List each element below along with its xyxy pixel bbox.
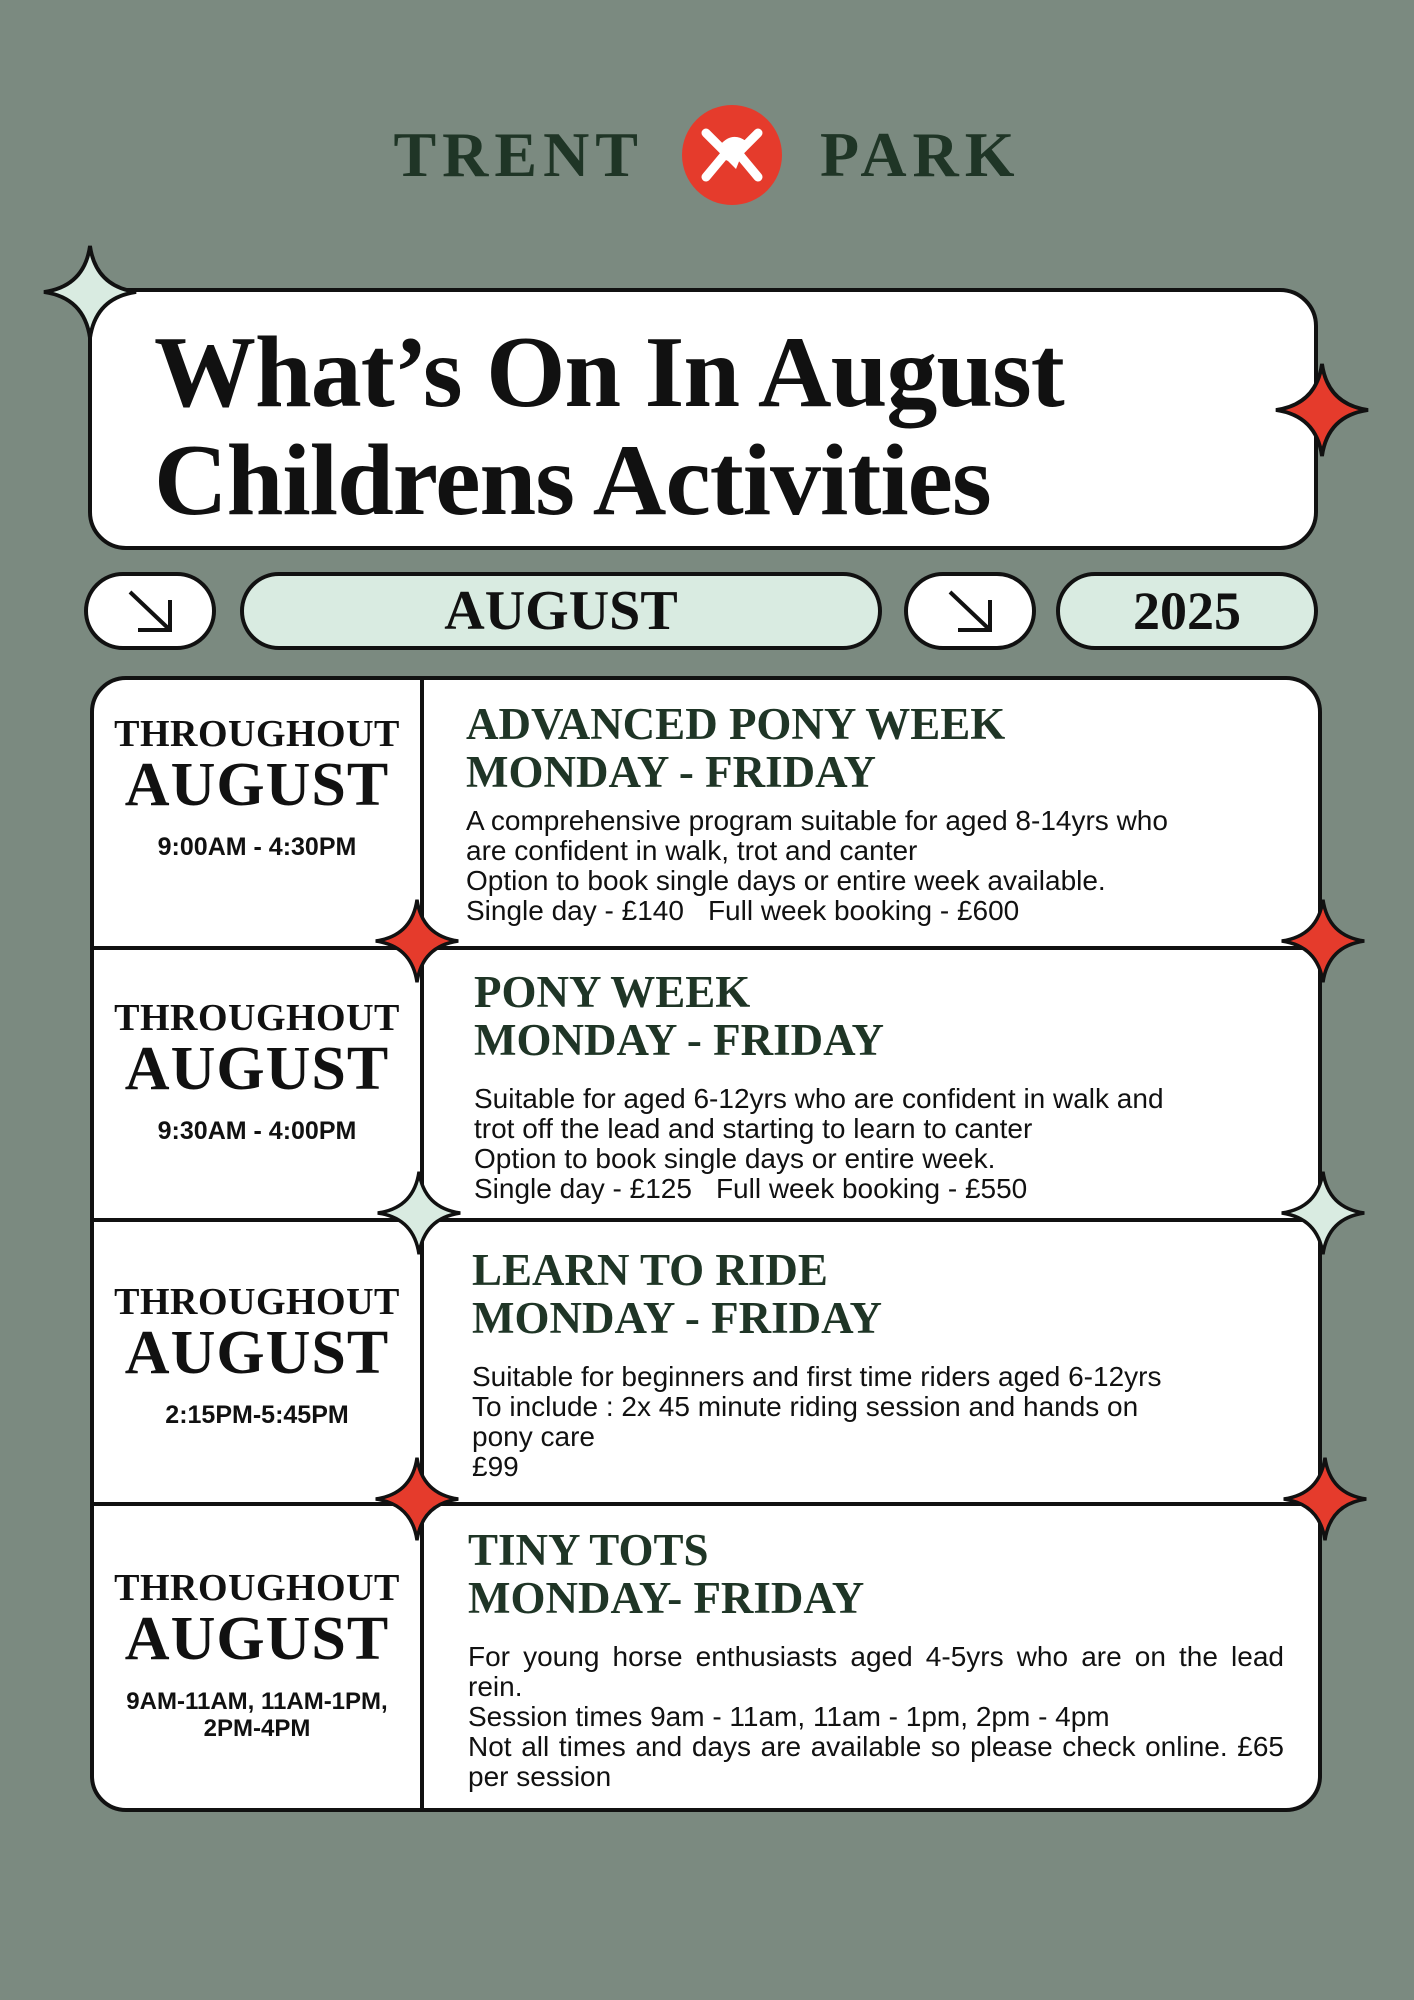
event-days: MONDAY - FRIDAY (474, 1015, 885, 1065)
event-time: 9AM-11AM, 11AM-1PM, (126, 1688, 388, 1715)
event-when: THROUGHOUT (114, 997, 400, 1039)
event-title: LEARN TO RIDE (472, 1245, 828, 1295)
month-pill (240, 572, 882, 650)
event-title: TINY TOTS (468, 1525, 709, 1575)
row-divider (94, 1502, 1318, 1506)
event-details (474, 968, 1294, 1204)
schedule-table (90, 676, 1322, 1812)
sparkle-icon (374, 898, 460, 984)
row-divider (94, 1218, 1318, 1222)
logo (0, 100, 1414, 210)
arrow-button[interactable] (904, 572, 1036, 650)
row-divider (94, 946, 1318, 950)
event-title: ADVANCED PONY WEEK (466, 699, 1006, 749)
event-month: AUGUST (124, 1319, 390, 1387)
logo-word-left: TRENT (393, 119, 644, 190)
year-pill (1056, 572, 1318, 650)
event-price-single: Single day - £140 (466, 895, 684, 926)
event-date-cell (94, 1282, 420, 1429)
event-description: trot off the lead and starting to learn to canter (474, 1113, 1033, 1144)
sparkle-icon (1274, 362, 1370, 458)
year-label: 2025 (1133, 581, 1241, 641)
event-price-week: Full week booking - £550 (715, 1173, 1028, 1204)
sparkle-icon (376, 1170, 462, 1256)
arrow-down-right-icon (942, 586, 998, 636)
event-description: Session times 9am - 11am, 11am - 1pm, 2pm - 4pm (468, 1701, 1110, 1732)
event-time: 9:00AM - 4:30PM (157, 833, 357, 861)
event-description: To include : 2x 45 minute riding session and hands on (472, 1391, 1139, 1422)
sparkle-icon (1282, 1456, 1368, 1542)
event-description: Not all times and days are available so please check online. £65 per session (468, 1731, 1284, 1792)
event-date-cell (94, 998, 420, 1145)
event-when: THROUGHOUT (114, 1281, 400, 1323)
event-days: MONDAY - FRIDAY (472, 1293, 883, 1343)
event-description: Option to book single days or entire week available. (466, 865, 1106, 896)
event-price-week: Full week booking - £600 (707, 895, 1020, 926)
arrow-down-right-icon (122, 586, 178, 636)
event-month: AUGUST (124, 1605, 390, 1673)
arrow-button[interactable] (84, 572, 216, 650)
event-date-cell (94, 1568, 420, 1742)
event-description: Suitable for aged 6-12yrs who are confident in walk and (474, 1083, 1164, 1114)
event-details (472, 1246, 1292, 1482)
event-when: THROUGHOUT (114, 1567, 400, 1609)
event-title: PONY WEEK (474, 967, 751, 1017)
month-label: AUGUST (444, 580, 678, 642)
event-description: Option to book single days or entire week. (474, 1143, 996, 1174)
event-description: pony care (472, 1421, 595, 1452)
event-price: £99 (472, 1451, 519, 1482)
event-description: are confident in walk, trot and canter (466, 835, 918, 866)
event-date-cell (94, 714, 420, 861)
event-details (468, 1526, 1284, 1792)
event-days: MONDAY- FRIDAY (468, 1573, 865, 1623)
event-time: 2PM-4PM (203, 1715, 311, 1742)
sparkle-icon (1280, 1170, 1366, 1256)
page-subtitle: Childrens Activities (154, 424, 991, 537)
sparkle-icon (42, 244, 138, 340)
logo-word-right: PARK (819, 119, 1021, 190)
event-time: 2:15PM-5:45PM (165, 1401, 349, 1429)
title-box (88, 288, 1318, 550)
event-when: THROUGHOUT (114, 713, 400, 755)
horse-emblem-icon (682, 105, 782, 205)
page-title: What’s On In August (154, 316, 1064, 429)
event-description: Suitable for beginners and first time riders aged 6-12yrs (472, 1361, 1162, 1392)
event-description: A comprehensive program suitable for aged 8-14yrs who (466, 805, 1168, 836)
event-month: AUGUST (124, 1035, 390, 1103)
event-price-single: Single day - £125 (474, 1173, 692, 1204)
event-days: MONDAY - FRIDAY (466, 747, 877, 797)
event-description: For young horse enthusiasts aged 4-5yrs who are on the lead rein. (468, 1641, 1284, 1702)
event-details (466, 700, 1286, 926)
event-time: 9:30AM - 4:00PM (157, 1117, 357, 1145)
sparkle-icon (1280, 898, 1366, 984)
sparkle-icon (374, 1456, 460, 1542)
event-month: AUGUST (124, 751, 390, 819)
